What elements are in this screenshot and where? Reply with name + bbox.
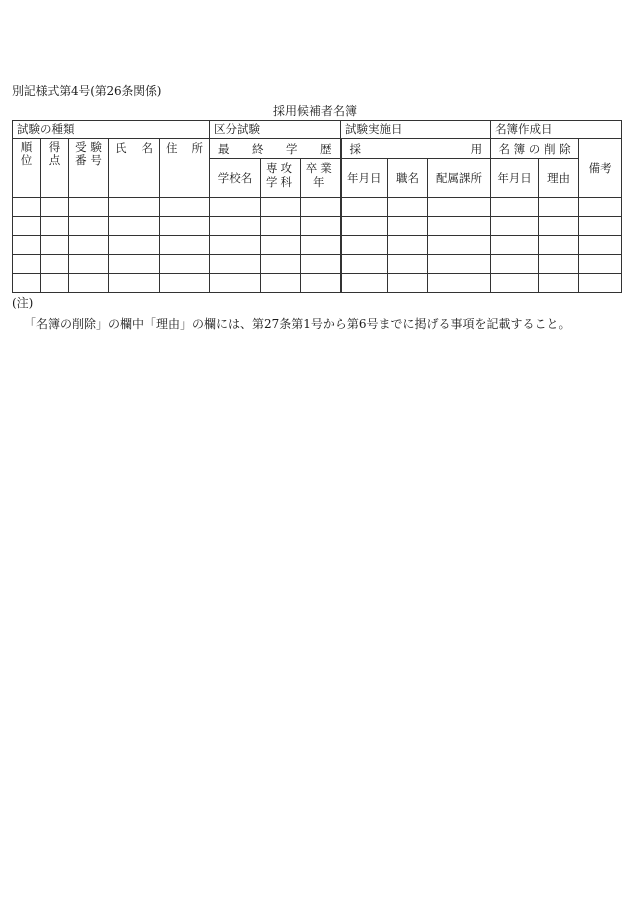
table-cell[interactable] — [41, 217, 69, 236]
table-cell[interactable] — [491, 236, 539, 255]
table-cell[interactable] — [109, 198, 160, 217]
table-cell[interactable] — [13, 236, 41, 255]
table-cell[interactable] — [539, 236, 579, 255]
position-header: 職名 — [388, 159, 428, 198]
table-cell[interactable] — [261, 198, 301, 217]
remarks-header: 備考 — [579, 139, 622, 198]
table-cell[interactable] — [579, 274, 622, 293]
table-cell[interactable] — [341, 255, 388, 274]
table-cell[interactable] — [41, 255, 69, 274]
table-cell[interactable] — [261, 274, 301, 293]
candidate-list-table — [12, 120, 622, 293]
table-cell[interactable] — [13, 255, 41, 274]
list-date-cell[interactable]: 名簿作成日 — [491, 121, 622, 139]
table-cell[interactable] — [341, 198, 388, 217]
reason-header: 理由 — [539, 159, 579, 198]
header-row-1 — [13, 139, 622, 159]
address-header: 住 所 — [160, 139, 210, 198]
table-cell[interactable] — [539, 198, 579, 217]
table-cell[interactable] — [13, 217, 41, 236]
table-cell[interactable] — [160, 274, 210, 293]
table-cell[interactable] — [301, 217, 341, 236]
table-cell[interactable] — [491, 198, 539, 217]
table-cell[interactable] — [69, 217, 109, 236]
form-title: 採用候補者名簿 — [272, 104, 357, 118]
table-cell[interactable] — [160, 255, 210, 274]
data-rows — [13, 198, 622, 293]
table-cell[interactable] — [261, 255, 301, 274]
table-cell[interactable] — [341, 274, 388, 293]
table-cell[interactable] — [428, 236, 491, 255]
table-cell[interactable] — [341, 217, 388, 236]
table-cell[interactable] — [539, 255, 579, 274]
table-cell[interactable] — [210, 274, 261, 293]
table-cell[interactable] — [41, 274, 69, 293]
table-cell[interactable] — [160, 236, 210, 255]
hiring-header: 採 用 — [341, 139, 491, 159]
table-row — [13, 274, 622, 293]
table-cell[interactable] — [579, 236, 622, 255]
table-cell[interactable] — [210, 217, 261, 236]
table-cell[interactable] — [109, 274, 160, 293]
table-cell[interactable] — [428, 217, 491, 236]
table-cell[interactable] — [301, 255, 341, 274]
table-cell[interactable] — [210, 255, 261, 274]
table-cell[interactable] — [210, 236, 261, 255]
table-cell[interactable] — [428, 274, 491, 293]
table-cell[interactable] — [41, 236, 69, 255]
table-cell[interactable] — [69, 255, 109, 274]
note-text: 「名簿の削除」の欄中「理由」の欄には、第27条第1号から第6号までに掲げる事項を記載すること。 — [24, 317, 571, 331]
division-exam-cell[interactable]: 区分試験 — [210, 121, 341, 139]
rank-header: 順 位 — [13, 139, 41, 198]
table-cell[interactable] — [261, 236, 301, 255]
form-number-label: 別記様式第4号(第26条関係) — [12, 84, 162, 98]
table-cell[interactable] — [301, 236, 341, 255]
table-cell[interactable] — [160, 217, 210, 236]
table-cell[interactable] — [428, 255, 491, 274]
hire-date-header: 年月日 — [341, 159, 388, 198]
table-cell[interactable] — [579, 255, 622, 274]
table-cell[interactable] — [388, 217, 428, 236]
final-education-header: 最 終 学 歴 — [210, 139, 341, 159]
table-cell[interactable] — [579, 198, 622, 217]
table-cell[interactable] — [160, 198, 210, 217]
table-cell[interactable] — [301, 198, 341, 217]
table-cell[interactable] — [69, 274, 109, 293]
department-header: 配属課所 — [428, 159, 491, 198]
table-cell[interactable] — [341, 236, 388, 255]
table-cell[interactable] — [491, 274, 539, 293]
table-cell[interactable] — [388, 274, 428, 293]
table-cell[interactable] — [388, 236, 428, 255]
table-cell[interactable] — [428, 198, 491, 217]
major-header: 専攻学科 — [261, 159, 301, 198]
table-cell[interactable] — [539, 274, 579, 293]
school-name-header: 学校名 — [210, 159, 261, 198]
header-row-exam-info — [13, 121, 622, 139]
table-cell[interactable] — [109, 236, 160, 255]
exam-type-cell[interactable]: 試験の種類 — [13, 121, 210, 139]
table-cell[interactable] — [579, 217, 622, 236]
table-cell[interactable] — [13, 274, 41, 293]
table-cell[interactable] — [69, 236, 109, 255]
graduation-year-header: 卒業年 — [301, 159, 341, 198]
score-header: 得 点 — [41, 139, 69, 198]
table-cell[interactable] — [491, 217, 539, 236]
table-cell[interactable] — [539, 217, 579, 236]
table-cell[interactable] — [388, 255, 428, 274]
table-cell[interactable] — [388, 198, 428, 217]
table-cell[interactable] — [109, 255, 160, 274]
deletion-header: 名 簿 の 削 除 — [491, 139, 579, 159]
table-cell[interactable] — [301, 274, 341, 293]
table-cell[interactable] — [41, 198, 69, 217]
exam-number-header: 受 験 番 号 — [69, 139, 109, 198]
name-header: 氏 名 — [109, 139, 160, 198]
exam-date-cell[interactable]: 試験実施日 — [341, 121, 491, 139]
table-row — [13, 236, 622, 255]
table-cell[interactable] — [210, 198, 261, 217]
note-heading: (注) — [12, 296, 34, 310]
table-row — [13, 217, 622, 236]
table-cell[interactable] — [109, 217, 160, 236]
table-row — [13, 255, 622, 274]
table-cell[interactable] — [69, 198, 109, 217]
table-cell[interactable] — [491, 255, 539, 274]
table-row — [13, 198, 622, 217]
deletion-date-header: 年月日 — [491, 159, 539, 198]
table-cell[interactable] — [261, 217, 301, 236]
table-cell[interactable] — [13, 198, 41, 217]
